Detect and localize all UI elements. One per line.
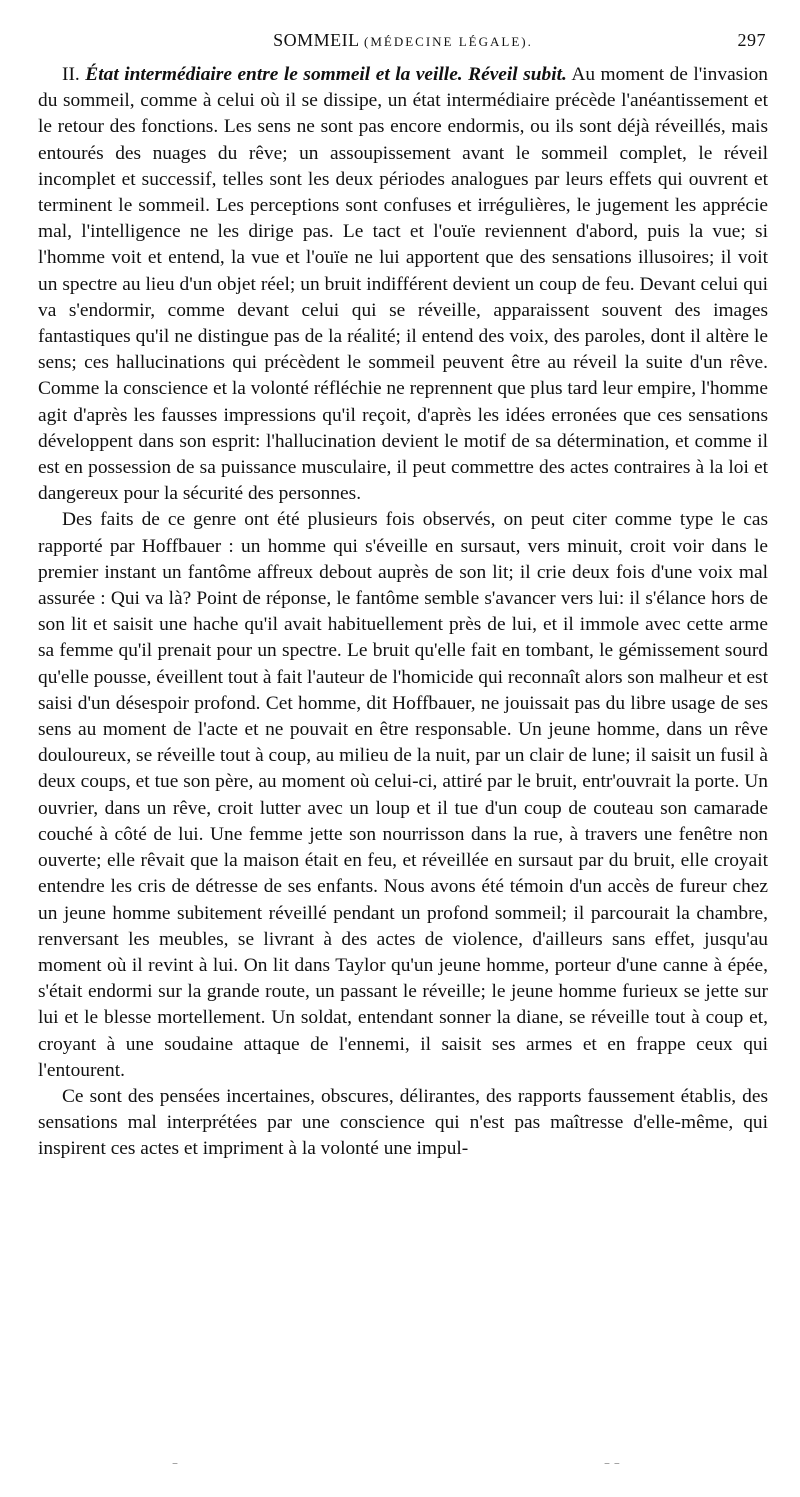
section-heading: État intermédiaire entre le sommeil et la veille. Réveil subit. (85, 64, 567, 85)
running-title (38, 30, 768, 51)
running-head (38, 30, 768, 56)
paragraph-1-text: Au moment de l'invasion du sommeil, comme à celui où il se dissipe, un état intermédiaire précède l'anéantissement et le retour des fonctions. Les sens ne sont pas encore endormis, ou ils sont déjà réveillés, mais entourés des nuages du rêve; un assoupissement avant le sommeil complet, le réveil incomplet et successif, telles sont les deux périodes analogues par leurs effets qui ouvrent et terminent le sommeil. Les perceptions sont confuses et irrégulières, le jugement les apprécie mal, l'intelligence ne les dirige pas. Le tact et l'ouïe reviennent d'abord, puis la vue; si l'homme voit et entend, la vue et l'ouïe ne lui apportent que des sensations illusoires; il voit un spectre au lieu d'un objet réel; un bruit indifférent devient un coup de feu. Devant celui qui va s'endormir, comme devant celui qui se réveille, apparaissent souvent des images fantastiques qu'il ne distingue pas de la réalité; il entend des voix, des paroles, dont il altère le sens; ces hallucinations qui précèdent le sommeil peuvent être au réveil la suite d'un rêve. Comme la conscience et la volonté réfléchie ne reprennent que plus tard leur empire, l'homme agit d'après les fausses impressions qu'il reçoit, d'après les idées erronées que ces sensations développent dans son esprit: l'hallucination devient le motif de sa détermination, et comme il est en possession de sa puissance musculaire, il peut commettre des actes contraires à la loi et dangereux pour la sécurité des personnes. (38, 64, 769, 505)
footer-mark-left: – (172, 1456, 178, 1470)
footer-mark-right: – – (604, 1456, 620, 1470)
running-title-sub: (MÉDECINE LÉGALE). (363, 34, 533, 49)
paragraph-1 (38, 62, 768, 507)
body-text (38, 62, 768, 1163)
section-number: II. (62, 64, 80, 85)
page-number: 297 (737, 30, 766, 50)
footer-marks (0, 1456, 800, 1470)
paragraph-2: Des faits de ce genre ont été plusieurs fois observés, on peut citer comme type le cas rapporté par Hoffbauer : un homme qui s'éveille en sursaut, vers minuit, croit voir dans le premier instant un fantôme affreux debout auprès de son lit; il crie deux fois d'une voix mal assurée : Qui va là? Point de réponse, le fantôme semble s'avancer vers lui: il s'élance hors de son lit et saisit une hache qu'il avait habituellement près de lui, et il immole avec cette arme sa femme qu'il prenait pour un spectre. Le bruit qu'elle fait en tombant, le gémissement sourd qu'elle pousse, éveillent tout à fait l'auteur de l'homicide qui reconnaît alors son malheur et est saisi d'un désespoir profond. Cet homme, dit Hoffbauer, ne jouissait pas du libre usage de ses sens au moment de l'acte et ne pouvait en être responsable. Un jeune homme, dans un rêve douloureux, se réveille tout à coup, au milieu de la nuit, par un clair de lune; il saisit un fusil à deux coups, et tue son père, au moment où celui-ci, attiré par le bruit, entr'ouvrait la porte. Un ouvrier, dans un rêve, croit lutter avec un loup et il tue d'un coup de couteau son camarade couché à côté de lui. Une femme jette son nourrisson dans la rue, à travers une fenêtre non ouverte; elle rêvait que la maison était en feu, et réveillée en sursaut par du bruit, elle croyait entendre les cris de détresse de ses enfants. Nous avons été témoin d'un accès de fureur chez un jeune homme subitement réveillé pendant un profond sommeil; il parcourait la chambre, renversant les meubles, se livrant à des actes de violence, d'ailleurs sans effet, jusqu'au moment où il revint à lui. On lit dans Taylor qu'un jeune homme, porteur d'une canne à épée, s'était endormi sur la grande route, un passant le réveille; le jeune homme furieux se jette sur lui et le blesse mortellement. Un soldat, entendant sonner la diane, se réveille tout à coup et, croyant à une soudaine attaque de l'ennemi, il saisit ses armes et en frappe ceux qui l'entourent. (38, 509, 768, 1081)
running-title-main: SOMMEIL (273, 30, 359, 50)
paragraph-3: Ce sont des pensées incertaines, obscures, délirantes, des rapports faussement établis, des sensations mal interprétées par une conscience qui n'est pas maîtresse d'elle-même, qui inspirent ces actes et impriment à la volonté une impul- (38, 1085, 768, 1160)
document-page (38, 30, 768, 1163)
